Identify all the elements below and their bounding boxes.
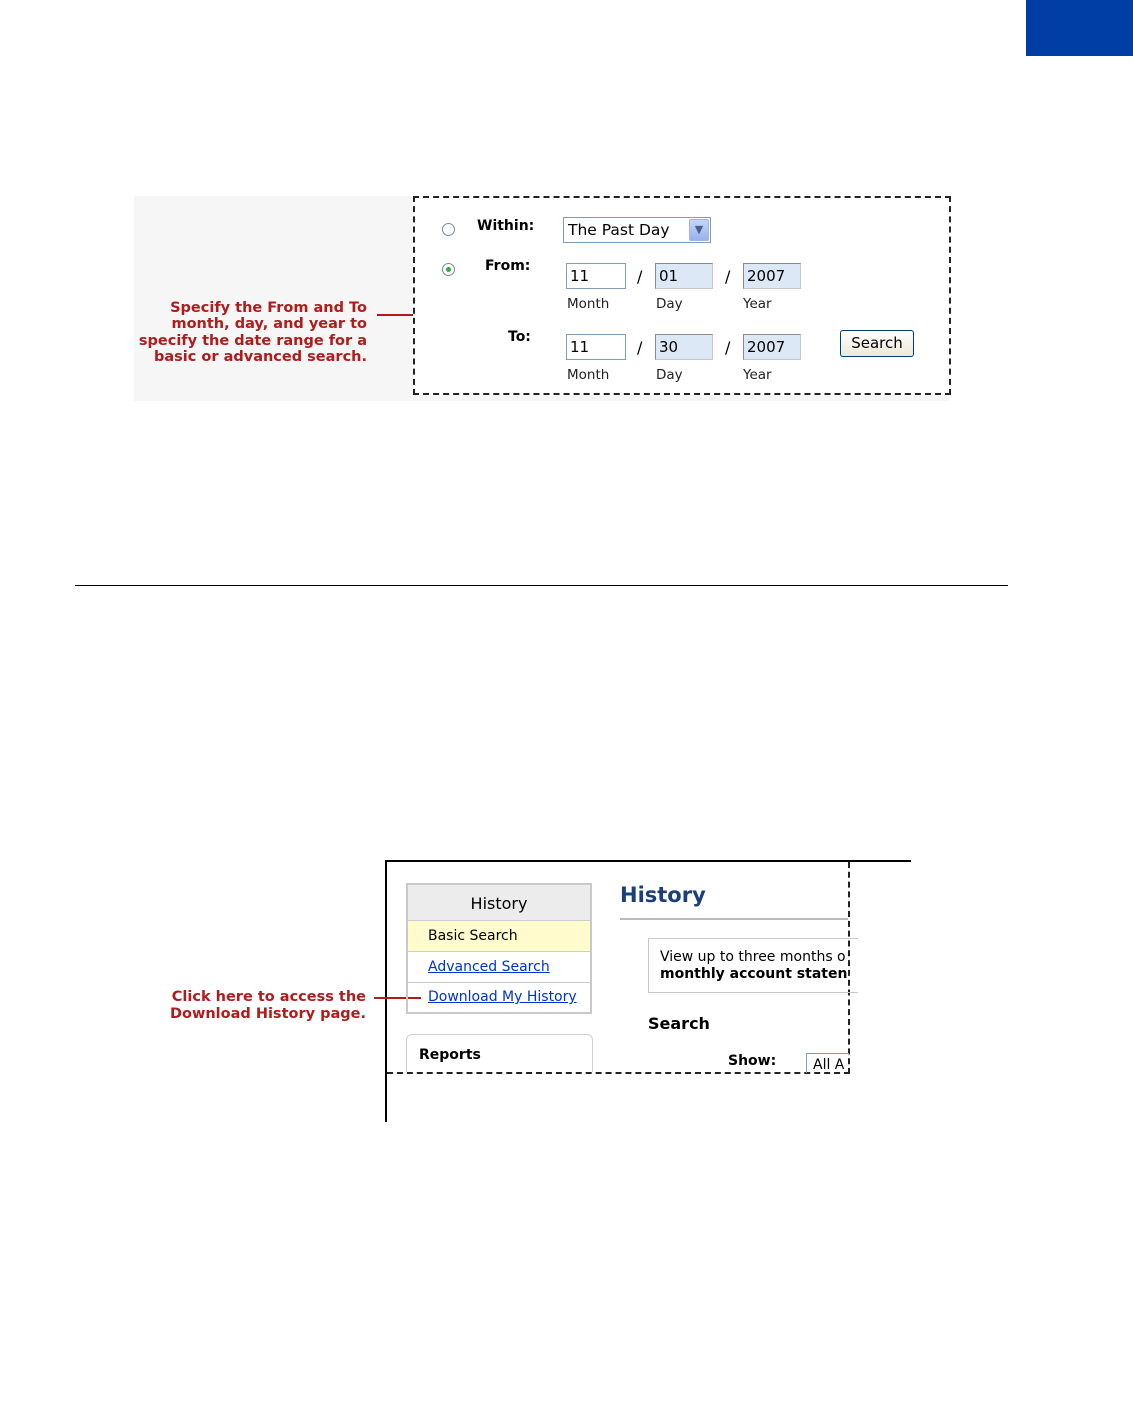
within-radio[interactable] bbox=[442, 223, 455, 236]
to-day-input[interactable]: 30 bbox=[655, 334, 713, 360]
from-day-input[interactable]: 01 bbox=[655, 263, 713, 289]
history-nav bbox=[406, 883, 592, 1014]
info-text-line-1: View up to three months o bbox=[660, 949, 846, 965]
callout-line-4: basic or advanced search. bbox=[154, 348, 367, 365]
callout-line-2: month, day, and year to bbox=[171, 316, 367, 333]
to-year-input[interactable]: 2007 bbox=[743, 334, 801, 360]
nav-item-advanced-search[interactable]: Advanced Search bbox=[408, 951, 590, 982]
to-day-caption: Day bbox=[656, 367, 683, 383]
from-month-input[interactable]: 11 bbox=[566, 263, 626, 289]
from-day-caption: Day bbox=[656, 296, 683, 312]
search-button[interactable]: Search bbox=[840, 330, 914, 357]
nav-item-basic-search[interactable]: Basic Search bbox=[408, 920, 590, 951]
callout2-line-1: Click here to access the bbox=[171, 989, 366, 1005]
chapter-tab bbox=[1026, 0, 1133, 56]
from-year-caption: Year bbox=[743, 296, 772, 312]
frame-top-border bbox=[385, 860, 911, 862]
callout-line-1: Specify the From and To bbox=[170, 300, 367, 316]
within-select[interactable] bbox=[563, 217, 711, 243]
nav-item-download-my-history[interactable]: Download My History bbox=[408, 982, 590, 1012]
crop-bottom-edge bbox=[387, 1072, 850, 1074]
from-radio[interactable] bbox=[442, 263, 455, 276]
callout-line-3: specify the date range for a bbox=[138, 332, 367, 349]
to-slash-1: / bbox=[637, 338, 643, 357]
callout2-line-2: Download History page. bbox=[169, 1006, 366, 1022]
to-year-caption: Year bbox=[743, 367, 772, 383]
nav-header: History bbox=[408, 885, 590, 920]
figure2-callout bbox=[150, 989, 366, 1023]
to-month-caption: Month bbox=[567, 367, 610, 383]
reports-panel bbox=[406, 1034, 593, 1072]
figure1-callout bbox=[134, 300, 367, 365]
info-text-line-2: monthly account staten bbox=[660, 966, 848, 982]
from-month-caption: Month bbox=[567, 296, 610, 312]
info-box bbox=[648, 938, 858, 993]
from-year-input[interactable]: 2007 bbox=[743, 263, 801, 289]
to-month-input[interactable]: 11 bbox=[566, 334, 626, 360]
within-label: Within: bbox=[477, 218, 535, 234]
search-heading: Search bbox=[648, 1014, 710, 1033]
from-slash-2: / bbox=[725, 267, 731, 286]
show-select[interactable]: All A bbox=[806, 1053, 849, 1073]
chevron-down-icon[interactable]: ▼ bbox=[689, 219, 709, 241]
page-title: History bbox=[620, 883, 706, 907]
reports-label: Reports bbox=[419, 1047, 481, 1063]
from-slash-1: / bbox=[637, 267, 643, 286]
title-underline bbox=[620, 918, 848, 920]
within-select-value: The Past Day bbox=[568, 221, 670, 239]
from-label: From: bbox=[485, 258, 531, 274]
show-label: Show: bbox=[728, 1053, 777, 1069]
section-divider bbox=[75, 585, 1008, 586]
to-slash-2: / bbox=[725, 338, 731, 357]
to-label: To: bbox=[508, 329, 531, 345]
frame-left-border bbox=[385, 860, 387, 1122]
